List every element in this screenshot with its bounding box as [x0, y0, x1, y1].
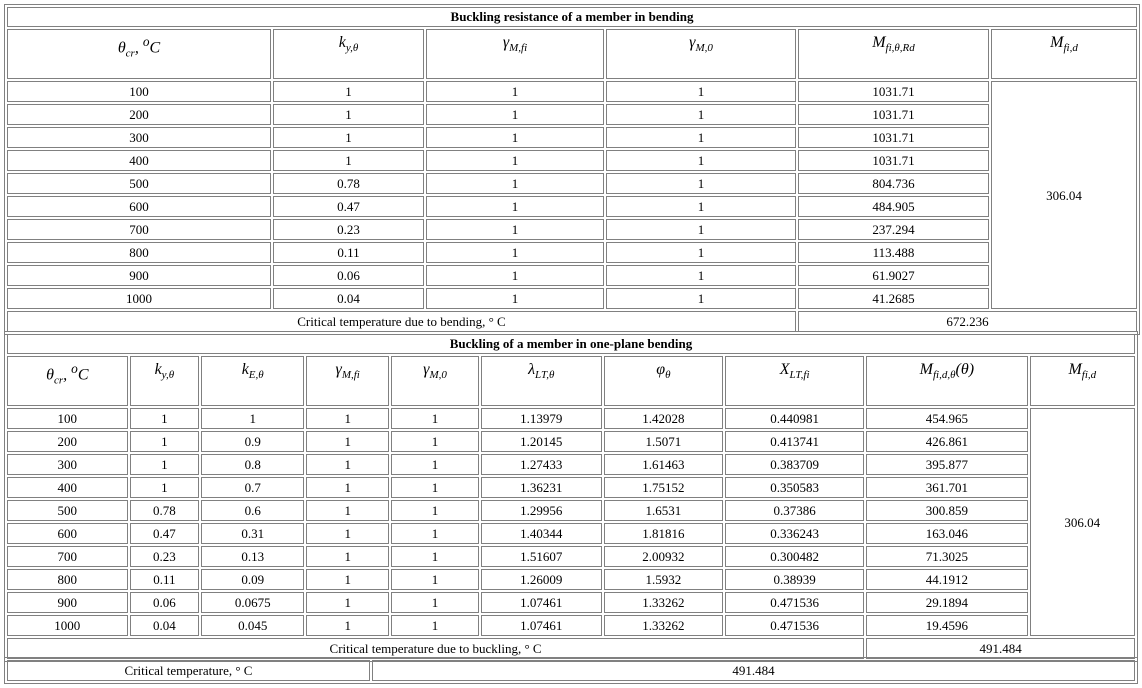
table-cell: 0.78 — [273, 173, 424, 194]
header-gamma-m-fi: $\gamma_{M,fi}$ — [426, 29, 604, 79]
table-cell: 0.383709 — [725, 454, 864, 475]
table-cell: 804.736 — [798, 173, 989, 194]
table-cell: 395.877 — [866, 454, 1027, 475]
header-chi-lt-fi: $X_{LT,fi}$ — [725, 356, 864, 406]
table-cell: 1 — [130, 431, 199, 452]
table-cell: 0.11 — [273, 242, 424, 263]
table-cell: 0.350583 — [725, 477, 864, 498]
bending-table-title: Buckling resistance of a member in bending — [7, 7, 1137, 27]
table-cell: 1.36231 — [481, 477, 602, 498]
table-cell: 1 — [606, 173, 796, 194]
table-cell: 0.06 — [273, 265, 424, 286]
table-cell: 1 — [426, 104, 604, 125]
table-cell: 1 — [273, 81, 424, 102]
table-row — [7, 196, 1137, 217]
table-row — [7, 150, 1137, 171]
bending-header-row — [7, 29, 1137, 79]
table-cell: 1.33262 — [604, 592, 724, 613]
table-cell: 1 — [391, 500, 479, 521]
table-cell: 1 — [306, 592, 389, 613]
table-cell: 300 — [7, 454, 128, 475]
table-cell: 71.3025 — [866, 546, 1027, 567]
table-cell: 1.13979 — [481, 408, 602, 429]
table-cell: 163.046 — [866, 523, 1027, 544]
table-row — [7, 546, 1135, 567]
table-cell: 0.045 — [201, 615, 304, 636]
table-cell: 1 — [426, 219, 604, 240]
table-cell: 1 — [391, 454, 479, 475]
table-cell: 300.859 — [866, 500, 1027, 521]
table-cell: 400 — [7, 477, 128, 498]
table-cell: 1 — [606, 127, 796, 148]
table-cell: 1 — [426, 288, 604, 309]
table-cell: 1 — [130, 408, 199, 429]
table-cell: 0.6 — [201, 500, 304, 521]
table-cell: 0.37386 — [725, 500, 864, 521]
table-cell: 700 — [7, 219, 271, 240]
table-cell: 0.0675 — [201, 592, 304, 613]
table-cell: 1.07461 — [481, 615, 602, 636]
table-cell: 500 — [7, 173, 271, 194]
footer-row — [7, 638, 1135, 659]
table-cell: 1 — [606, 288, 796, 309]
table-cell: 1 — [606, 104, 796, 125]
table-cell: 1 — [606, 196, 796, 217]
header-gamma-m-fi: $\gamma_{M,fi}$ — [306, 356, 389, 406]
table-cell: 61.9027 — [798, 265, 989, 286]
table-cell: 1 — [306, 408, 389, 429]
buckling-header-row — [7, 356, 1135, 406]
header-k-y-theta: $k_{y,\theta}$ — [130, 356, 199, 406]
table-cell: 0.38939 — [725, 569, 864, 590]
critical-temperature-label: Critical temperature, ° C — [7, 660, 370, 681]
table-cell: 1.27433 — [481, 454, 602, 475]
table-cell: 800 — [7, 569, 128, 590]
table-cell: 1 — [391, 431, 479, 452]
table-cell: 1031.71 — [798, 81, 989, 102]
table-row — [7, 127, 1137, 148]
table-cell: 700 — [7, 546, 128, 567]
table-cell: 500 — [7, 500, 128, 521]
table-cell: 454.965 — [866, 408, 1027, 429]
table-cell: 0.11 — [130, 569, 199, 590]
table-cell: 1 — [391, 615, 479, 636]
table-cell: 1 — [306, 477, 389, 498]
table-cell: 900 — [7, 265, 271, 286]
header-theta-cr: $\theta_{cr}$, $^o$C — [7, 29, 271, 79]
table-row — [7, 265, 1137, 286]
table-cell: 0.23 — [130, 546, 199, 567]
table-cell: 600 — [7, 523, 128, 544]
table-cell: 0.413741 — [725, 431, 864, 452]
table-row — [7, 569, 1135, 590]
table-cell: 1 — [391, 477, 479, 498]
header-m-fi-d: $M_{fi,d}$ — [991, 29, 1137, 79]
table-cell: 1000 — [7, 615, 128, 636]
table-cell: 361.701 — [866, 477, 1027, 498]
footer-label: Critical temperature due to bending, ° C — [7, 311, 796, 332]
buckling-table — [4, 331, 1138, 662]
header-k-e-theta: $k_{E,\theta}$ — [201, 356, 304, 406]
table-cell: 0.09 — [201, 569, 304, 590]
table-cell: 426.861 — [866, 431, 1027, 452]
table-row — [7, 408, 1135, 429]
table-cell: 19.4596 — [866, 615, 1027, 636]
table-cell: 1 — [306, 569, 389, 590]
table-row — [7, 477, 1135, 498]
table-cell: 1 — [391, 523, 479, 544]
merged-m-fi-d-value: 306.04 — [991, 81, 1137, 309]
table-cell: 100 — [7, 408, 128, 429]
header-phi-theta: $\varphi_\theta$ — [604, 356, 724, 406]
table-row — [7, 431, 1135, 452]
table-cell: 1 — [426, 242, 604, 263]
table-cell: 1.51607 — [481, 546, 602, 567]
table-cell: 1.40344 — [481, 523, 602, 544]
table-cell: 100 — [7, 81, 271, 102]
table-cell: 0.471536 — [725, 615, 864, 636]
table-cell: 1 — [426, 196, 604, 217]
table-row — [7, 523, 1135, 544]
table-cell: 1 — [391, 569, 479, 590]
table-cell: 0.13 — [201, 546, 304, 567]
table-cell: 1.07461 — [481, 592, 602, 613]
header-k-y-theta: $k_{y,\theta}$ — [273, 29, 424, 79]
table-cell: 1.5932 — [604, 569, 724, 590]
table-cell: 1 — [306, 500, 389, 521]
table-cell: 29.1894 — [866, 592, 1027, 613]
critical-temperature-row — [7, 660, 1135, 681]
table-cell: 0.06 — [130, 592, 199, 613]
table-cell: 1 — [426, 150, 604, 171]
merged-m-fi-d-value: 306.04 — [1030, 408, 1135, 636]
table-cell: 1 — [426, 81, 604, 102]
table-cell: 1031.71 — [798, 104, 989, 125]
table-cell: 0.7 — [201, 477, 304, 498]
footer-value: 491.484 — [866, 638, 1135, 659]
table-cell: 0.04 — [130, 615, 199, 636]
table-cell: 1031.71 — [798, 150, 989, 171]
table-cell: 1 — [306, 523, 389, 544]
table-row — [7, 288, 1137, 309]
table-cell: 1.75152 — [604, 477, 724, 498]
table-cell: 1 — [306, 454, 389, 475]
footer-value: 672.236 — [798, 311, 1137, 332]
table-cell: 1 — [606, 150, 796, 171]
table-row — [7, 81, 1137, 102]
table-cell: 2.00932 — [604, 546, 724, 567]
table-cell: 1 — [306, 431, 389, 452]
table-cell: 1.42028 — [604, 408, 724, 429]
table-cell: 44.1912 — [866, 569, 1027, 590]
table-cell: 0.04 — [273, 288, 424, 309]
table-cell: 1 — [130, 454, 199, 475]
table-cell: 1.20145 — [481, 431, 602, 452]
table-cell: 1 — [606, 242, 796, 263]
table-cell: 1.29956 — [481, 500, 602, 521]
table-cell: 0.23 — [273, 219, 424, 240]
table-row — [7, 615, 1135, 636]
table-cell: 0.440981 — [725, 408, 864, 429]
table-cell: 1 — [273, 150, 424, 171]
table-cell: 0.471536 — [725, 592, 864, 613]
table-cell: 1 — [306, 546, 389, 567]
table-cell: 41.2685 — [798, 288, 989, 309]
table-cell: 1 — [130, 477, 199, 498]
table-cell: 1.81816 — [604, 523, 724, 544]
table-row — [7, 104, 1137, 125]
critical-temperature-table — [4, 657, 1138, 684]
table-cell: 113.488 — [798, 242, 989, 263]
table-cell: 0.31 — [201, 523, 304, 544]
table-cell: 1 — [273, 127, 424, 148]
table-cell: 1 — [273, 104, 424, 125]
table-cell: 400 — [7, 150, 271, 171]
table-cell: 1 — [606, 81, 796, 102]
table-cell: 1.26009 — [481, 569, 602, 590]
table-cell: 1 — [426, 265, 604, 286]
table-cell: 1031.71 — [798, 127, 989, 148]
table-row — [7, 454, 1135, 475]
table-cell: 1000 — [7, 288, 271, 309]
table-cell: 1 — [426, 127, 604, 148]
header-gamma-m-0: $\gamma_{M,0}$ — [606, 29, 796, 79]
table-cell: 1 — [391, 546, 479, 567]
table-cell: 0.336243 — [725, 523, 864, 544]
table-cell: 1.5071 — [604, 431, 724, 452]
table-cell: 1.33262 — [604, 615, 724, 636]
header-m-fi-d-theta: $M_{fi,d,\theta}(\theta)$ — [866, 356, 1027, 406]
header-theta-cr: $\theta_{cr}$, $^o$C — [7, 356, 128, 406]
table-cell: 1 — [201, 408, 304, 429]
table-row — [7, 500, 1135, 521]
table-row — [7, 242, 1137, 263]
table-row — [7, 173, 1137, 194]
table-row — [7, 592, 1135, 613]
footer-label: Critical temperature due to buckling, ° C — [7, 638, 864, 659]
table-cell: 237.294 — [798, 219, 989, 240]
header-lambda-lt-theta: $\lambda_{LT,\theta}$ — [481, 356, 602, 406]
table-cell: 1 — [391, 408, 479, 429]
table-cell: 900 — [7, 592, 128, 613]
header-m-fi-theta-rd: $M_{fi,\theta,Rd}$ — [798, 29, 989, 79]
table-cell: 484.905 — [798, 196, 989, 217]
bending-table — [4, 4, 1140, 335]
table-cell: 200 — [7, 104, 271, 125]
table-cell: 1 — [426, 173, 604, 194]
table-cell: 0.47 — [273, 196, 424, 217]
header-gamma-m-0: $\gamma_{M,0}$ — [391, 356, 479, 406]
table-cell: 600 — [7, 196, 271, 217]
buckling-table-title: Buckling of a member in one-plane bending — [7, 334, 1135, 354]
table-cell: 0.8 — [201, 454, 304, 475]
table-cell: 300 — [7, 127, 271, 148]
table-cell: 1 — [606, 219, 796, 240]
table-cell: 0.300482 — [725, 546, 864, 567]
table-cell: 1 — [306, 615, 389, 636]
table-cell: 1 — [391, 592, 479, 613]
table-cell: 0.9 — [201, 431, 304, 452]
footer-row — [7, 311, 1137, 332]
table-cell: 0.47 — [130, 523, 199, 544]
table-cell: 0.78 — [130, 500, 199, 521]
table-cell: 1.6531 — [604, 500, 724, 521]
header-m-fi-d: $M_{fi,d}$ — [1030, 356, 1135, 406]
critical-temperature-value: 491.484 — [372, 660, 1135, 681]
table-cell: 800 — [7, 242, 271, 263]
table-cell: 1 — [606, 265, 796, 286]
table-cell: 1.61463 — [604, 454, 724, 475]
table-cell: 200 — [7, 431, 128, 452]
table-row — [7, 219, 1137, 240]
